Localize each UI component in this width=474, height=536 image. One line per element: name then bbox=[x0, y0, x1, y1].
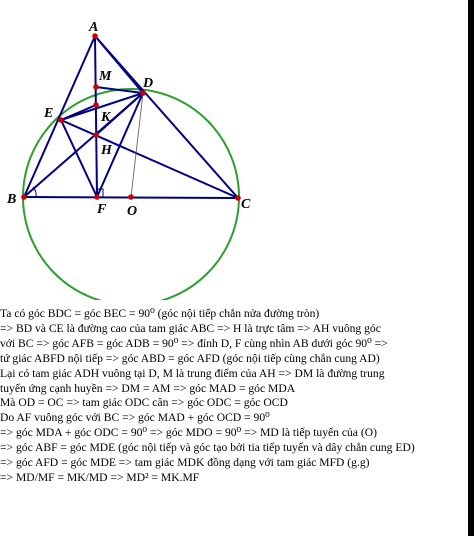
solution-line: => MD/MF = MK/MD => MD² = MK.MF bbox=[0, 470, 200, 484]
solution-line: Mà OD = OC => tam giác ODC cân => góc ODC = góc OCD bbox=[0, 396, 288, 410]
point-m bbox=[93, 84, 99, 90]
point-k bbox=[93, 102, 99, 108]
label-d: D bbox=[143, 76, 154, 91]
segment-af bbox=[95, 36, 97, 197]
label-b: B bbox=[7, 192, 17, 207]
label-o: O bbox=[127, 204, 138, 219]
solution-line: với BC => góc AFB = góc ADB = 90⁰ => đỉnh D, F cùng nhìn AB dưới góc 90⁰ => bbox=[0, 336, 388, 350]
point-f bbox=[94, 194, 100, 200]
label-f: F bbox=[97, 202, 107, 217]
label-k: K bbox=[101, 110, 111, 125]
point-o bbox=[128, 194, 134, 200]
label-m: M bbox=[99, 69, 112, 84]
solution-text bbox=[0, 307, 470, 533]
segment-ad bbox=[95, 36, 143, 93]
solution-line: => BD và CE là đường cao của tam giác ABC => H là trực tâm => AH vuông góc bbox=[0, 321, 381, 335]
point-c bbox=[235, 195, 241, 201]
right-edge-bar bbox=[468, 0, 474, 536]
segment-ab bbox=[24, 36, 95, 197]
solution-line: => góc ABF = góc MDE (góc nội tiếp và góc tạo bởi tia tiếp tuyến và dây chắn cung ED) bbox=[0, 441, 415, 455]
solution-line: => góc AFD = góc MDE => tam giác MDK đồng dạng với tam giác MFD (g.g) bbox=[0, 456, 370, 470]
solution-line: tứ giác ABFD nội tiếp => góc ABD = góc AFD (góc nội tiếp cùng chắn cung AD) bbox=[0, 351, 380, 365]
point-b bbox=[21, 194, 27, 200]
segment-ke bbox=[61, 105, 96, 120]
point-d bbox=[140, 90, 146, 96]
solution-line: => góc MDA + góc ODC = 90⁰ => góc MDO = 90⁰ => MD là tiếp tuyến của (O) bbox=[0, 426, 377, 440]
point-h bbox=[93, 132, 99, 138]
segment-fe bbox=[61, 120, 97, 197]
label-a: A bbox=[89, 20, 99, 35]
label-c: C bbox=[241, 197, 251, 212]
segment-ce bbox=[61, 120, 238, 198]
solution-line: Ta có góc BDC = góc BEC = 90⁰ (góc nội tiếp chắn nửa đường tròn) bbox=[0, 307, 320, 320]
solution-line: Do AF vuông góc với BC => góc MAD + góc OCD = 90⁰ bbox=[0, 411, 270, 425]
point-e bbox=[58, 117, 64, 123]
label-h: H bbox=[101, 143, 112, 158]
solution-line: tuyến ứng cạnh huyền => DM = AM => góc MAD = góc MDA bbox=[0, 381, 296, 395]
label-e: E bbox=[44, 106, 54, 121]
solution-line: Lại có tam giác ADH vuông tại D, M là trung điểm của AH => DM là đường trung bbox=[0, 366, 385, 380]
